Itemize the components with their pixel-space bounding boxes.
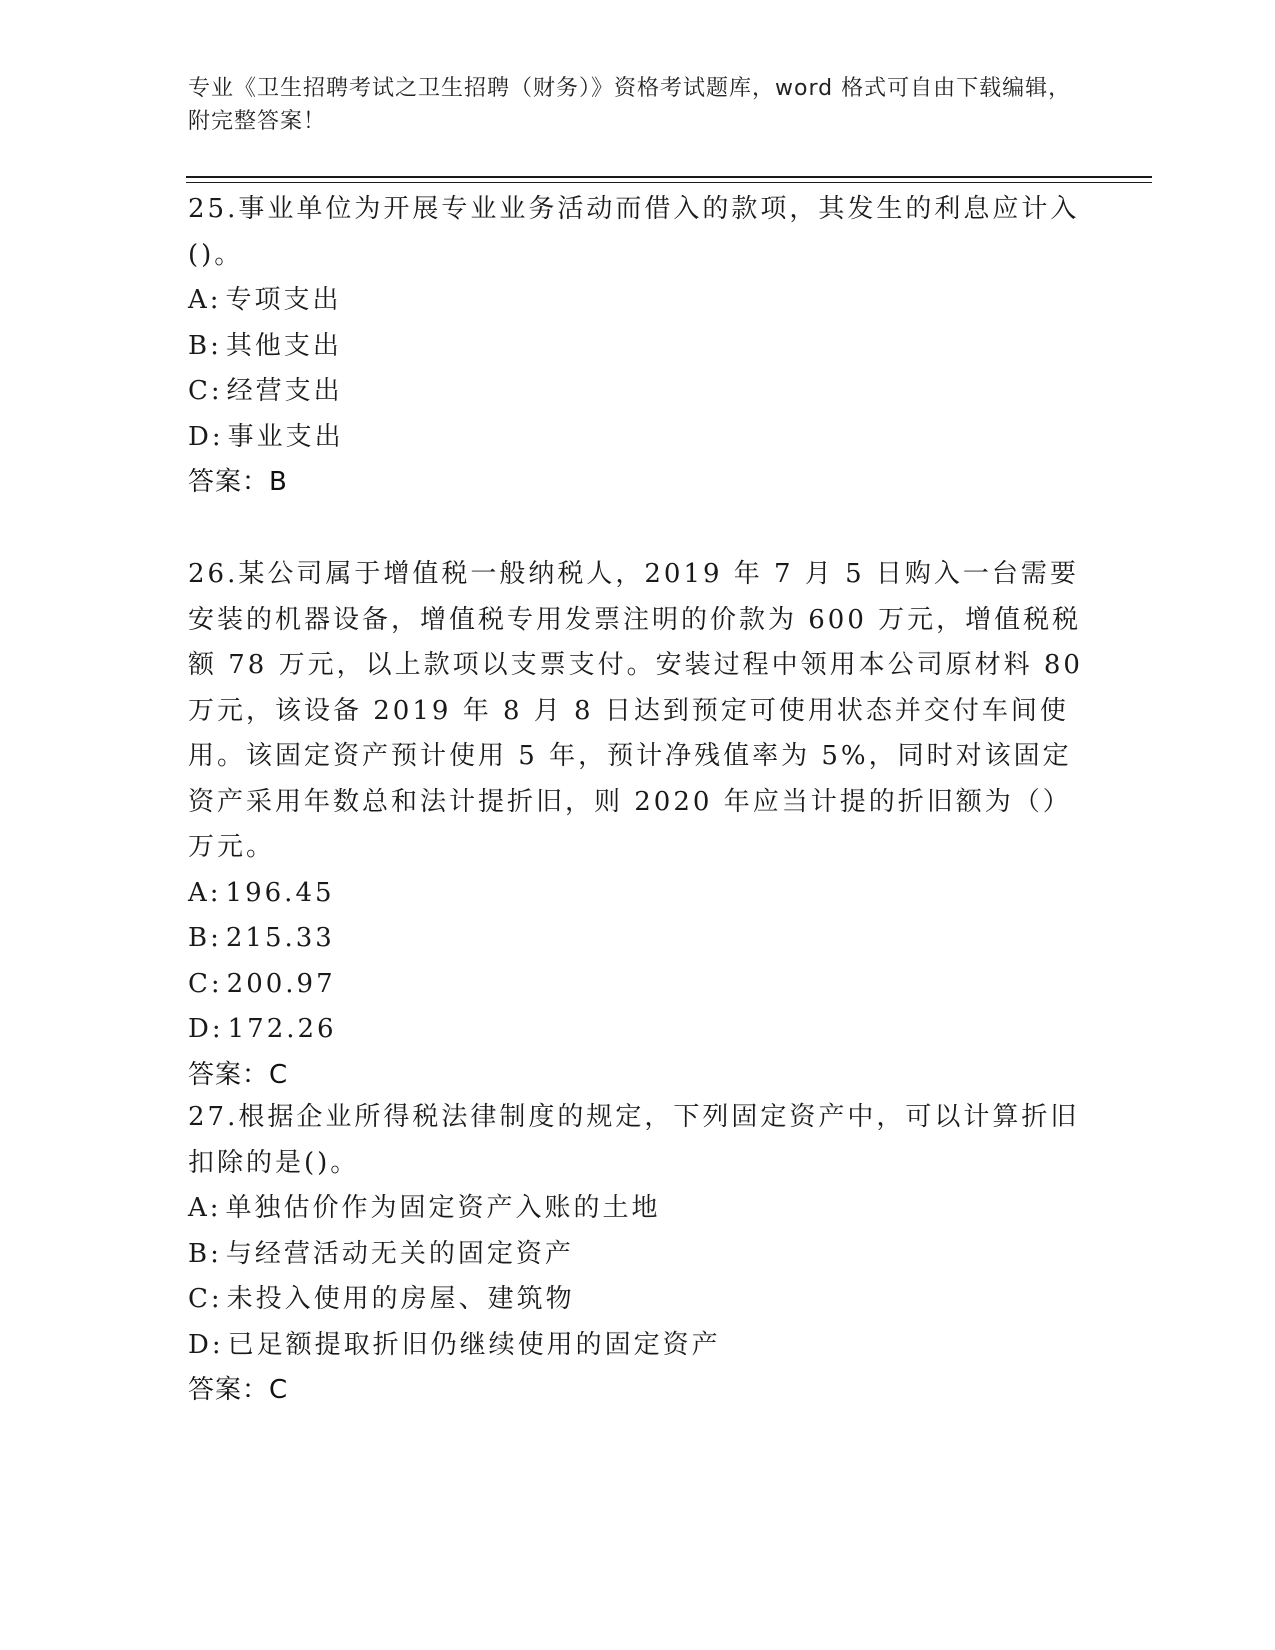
question-26 bbox=[188, 552, 1095, 1098]
option-b bbox=[188, 1232, 1088, 1278]
option-text: 专项支出 bbox=[225, 285, 342, 315]
option-b bbox=[188, 916, 1088, 962]
option-c bbox=[188, 369, 1088, 415]
document-header: 专业《卫生招聘考试之卫生招聘（财务）》资格考试题库，word 格式可自由下载编辑，附完整答案！ bbox=[188, 76, 1072, 134]
option-text: 与经营活动无关的固定资产 bbox=[225, 1238, 574, 1269]
option-letter: D: bbox=[188, 1329, 224, 1360]
option-b bbox=[188, 324, 1088, 370]
question-25 bbox=[188, 187, 1088, 506]
option-letter: A: bbox=[188, 285, 222, 315]
option-text: 事业支出 bbox=[227, 421, 344, 452]
answer-line: 答案：C bbox=[188, 1375, 289, 1405]
answer-line: 答案：B bbox=[188, 467, 288, 497]
option-a bbox=[188, 1186, 1088, 1232]
question-number: 27. bbox=[188, 1102, 239, 1132]
option-text: 其他支出 bbox=[225, 330, 342, 361]
option-letter: B: bbox=[188, 330, 222, 361]
option-text: 单独估价作为固定资产入账的土地 bbox=[225, 1193, 661, 1223]
header-rule-thick bbox=[186, 176, 1152, 178]
option-text: 215.33 bbox=[225, 923, 335, 953]
option-text: 172.26 bbox=[227, 1014, 337, 1044]
question-stem bbox=[188, 1095, 1088, 1186]
option-text: 196.45 bbox=[225, 877, 335, 908]
option-letter: C: bbox=[188, 968, 223, 999]
option-c bbox=[188, 962, 1088, 1008]
option-letter: C: bbox=[188, 376, 223, 406]
option-a bbox=[188, 278, 1088, 324]
question-27 bbox=[188, 1095, 1088, 1414]
option-c bbox=[188, 1277, 1088, 1323]
question-stem bbox=[188, 187, 1088, 278]
option-letter: B: bbox=[188, 1238, 222, 1269]
option-text: 经营支出 bbox=[226, 376, 343, 406]
option-d bbox=[188, 415, 1088, 461]
question-number: 25. bbox=[188, 194, 239, 224]
option-letter: A: bbox=[188, 877, 222, 908]
option-text: 200.97 bbox=[226, 968, 336, 999]
header-rule-thin bbox=[186, 182, 1152, 183]
option-letter: B: bbox=[188, 923, 222, 953]
option-letter: C: bbox=[188, 1284, 223, 1314]
option-letter: D: bbox=[188, 1014, 224, 1044]
option-a bbox=[188, 871, 1088, 917]
question-number: 26. bbox=[188, 559, 239, 589]
option-d bbox=[188, 1323, 1088, 1369]
question-text: 某公司属于增值税一般纳税人，2019 年 7 月 5 日购入一台需要安装的机器设备，增值税专用发票注明的价款为 600 万元，增值税税额 78 万元，以上款项以支票支付。安装过程中领用本公司原材料 80 万元，该设备 2019 年 8 月 8 日达到预定可使用状态并交付车间使用。该固定资产预计使用 5 年，预计净残值率为 5%，同时对该固定资产采用年数总和法计提折旧，则 2020 年应当计提的折旧额为（）万元。 bbox=[188, 559, 1095, 862]
option-text: 已足额提取折旧仍继续使用的固定资产 bbox=[227, 1329, 721, 1360]
option-letter: D: bbox=[188, 421, 224, 452]
question-stem bbox=[188, 552, 1095, 871]
answer-line: 答案：C bbox=[188, 1059, 289, 1090]
option-text: 未投入使用的房屋、建筑物 bbox=[226, 1284, 575, 1314]
question-text: 根据企业所得税法律制度的规定，下列固定资产中，可以计算折旧扣除的是()。 bbox=[188, 1102, 1080, 1178]
question-text: 事业单位为开展专业业务活动而借入的款项，其发生的利息应计入()。 bbox=[188, 194, 1080, 270]
option-letter: A: bbox=[188, 1193, 222, 1223]
option-d bbox=[188, 1007, 1088, 1053]
